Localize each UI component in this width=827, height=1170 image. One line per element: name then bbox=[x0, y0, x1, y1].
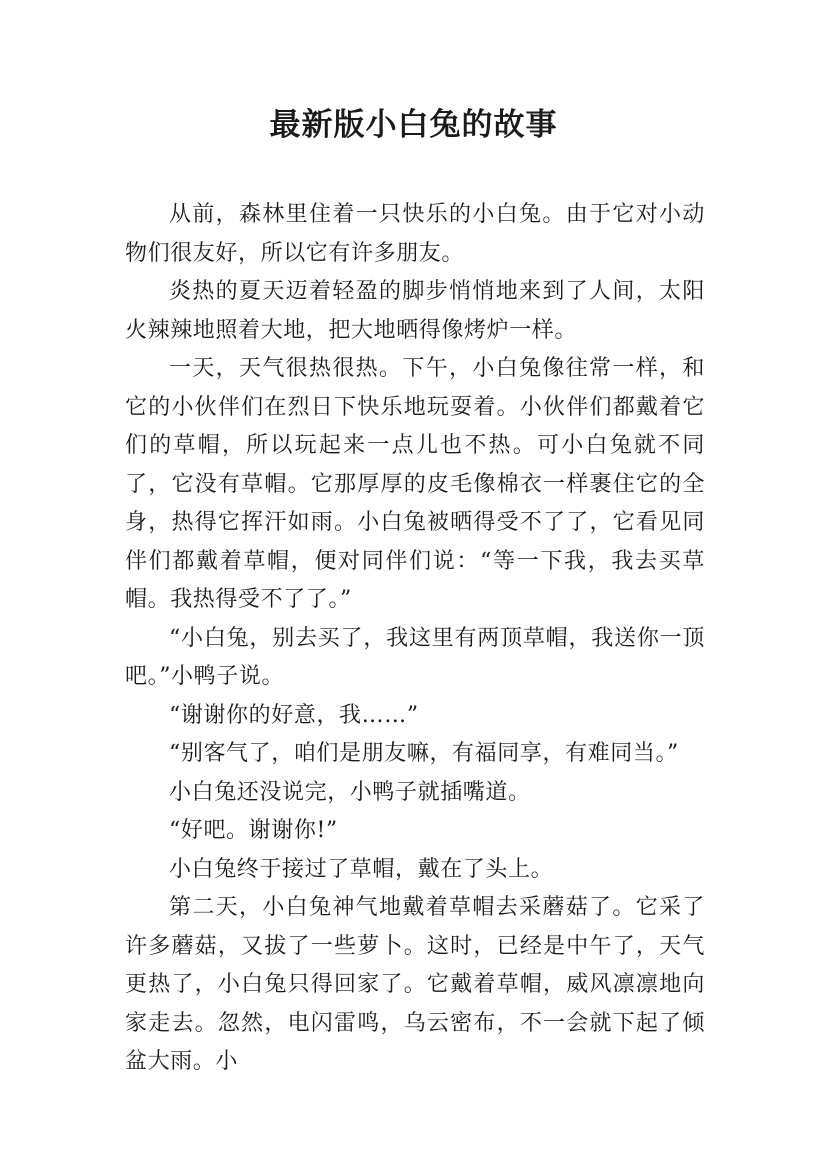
paragraph: 第二天，小白兔神气地戴着草帽去采蘑菇了。它采了许多蘑菇，又拔了一些萝卜。这时，已经是中午了，天气更热了，小白兔只得回家了。它戴着草帽，威风凛凛地向家走去。忽然，电闪雷鸣，乌云密布，不一会就下起了倾盆大雨。小 bbox=[125, 895, 705, 1074]
paragraph: “好吧。谢谢你!” bbox=[169, 818, 338, 843]
paragraph: “谢谢你的好意，我……” bbox=[169, 702, 419, 728]
paragraph: 一天，天气很热很热。下午，小白兔像往常一样，和它的小伙伴们在烈日下快乐地玩耍着。小伙伴们都戴着它们的草帽，所以玩起来一点儿也不热。可小白兔就不同了，它没有草帽。它那厚厚的皮毛像棉衣一样裹住它的全身，热得它挥汗如雨。小白兔被晒得受不了了，它看见同伴们都戴着草帽，便对同伴们说：“等一下我，我去买草帽。我热得受不了了。” bbox=[125, 356, 705, 612]
paragraph: “小白兔，别去买了，我这里有两顶草帽，我送你一顶吧。”小鸭子说。 bbox=[125, 625, 705, 689]
paragraph: 从前，森林里住着一只快乐的小白兔。由于它对小动物们很友好，所以它有许多朋友。 bbox=[125, 202, 705, 266]
paragraph: 炎热的夏天迈着轻盈的脚步悄悄地来到了人间，太阳火辣辣地照着大地，把大地晒得像烤炉一样。 bbox=[125, 279, 705, 343]
paragraph: “别客气了，咱们是朋友嘛，有福同享，有难同当。” bbox=[169, 741, 679, 766]
document-body bbox=[125, 196, 705, 1082]
document-title: 最新版小白兔的故事 bbox=[269, 107, 558, 143]
paragraph: 小白兔还没说完，小鸭子就插嘴道。 bbox=[169, 779, 531, 805]
paragraph: 小白兔终于接过了草帽，戴在了头上。 bbox=[169, 856, 554, 882]
